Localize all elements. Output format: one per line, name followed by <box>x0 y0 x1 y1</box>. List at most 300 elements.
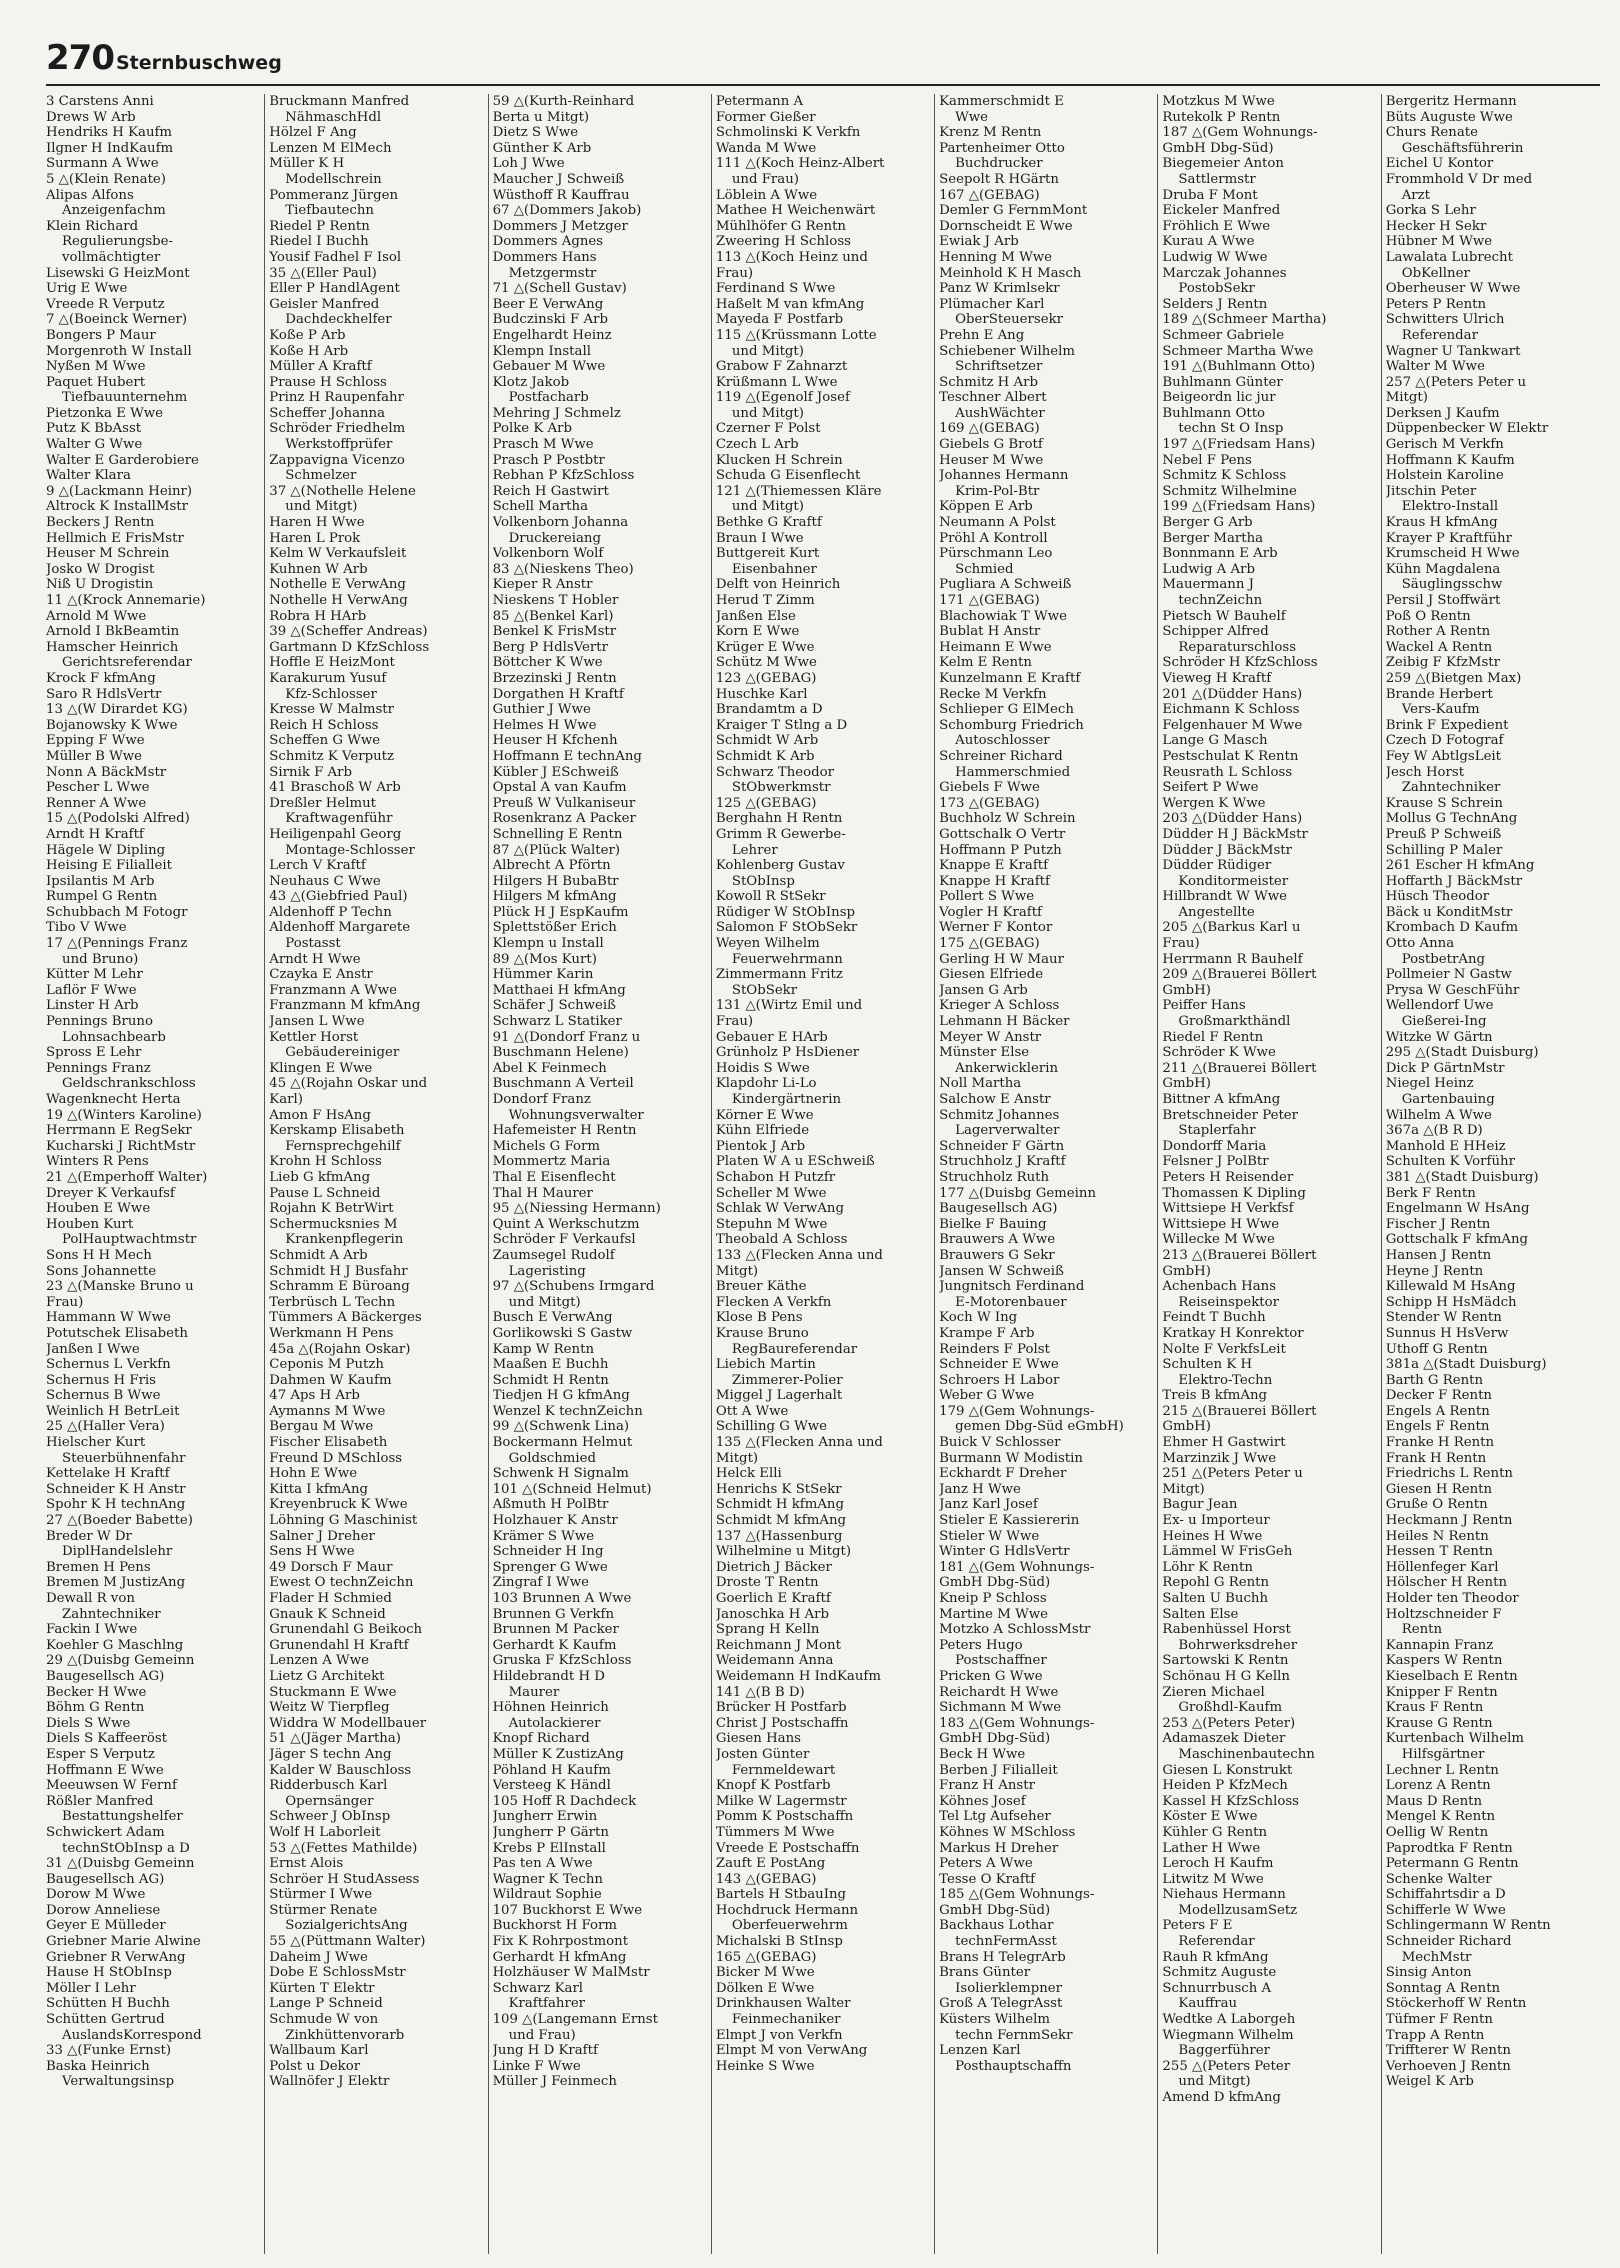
directory-entry: Klein Richard <box>46 218 139 234</box>
directory-entry: GmbH Dbg-Süd) <box>939 1575 1051 1591</box>
directory-entry: Plück H J EspKaufm <box>492 904 629 920</box>
directory-entry: Buttgereit Kurt <box>715 546 820 562</box>
directory-entry: Kalder W Bauschloss <box>269 1762 412 1778</box>
directory-entry: Kneip P Schloss <box>939 1591 1047 1606</box>
directory-entry: Maurer <box>508 1684 560 1700</box>
directory-entry: GmbH) <box>1162 982 1211 998</box>
directory-entry: Zappavigna Vicenzo <box>269 452 405 468</box>
directory-entry: Petermann G Rentn <box>1385 1856 1519 1872</box>
directory-entry: Pescher L Wwe <box>46 780 150 796</box>
directory-entry: Prysa W GeschFühr <box>1385 982 1520 998</box>
directory-entry: Tibo V Wwe <box>46 920 127 936</box>
directory-entry: Killewald M HsAng <box>1385 1279 1516 1295</box>
directory-entry: Koehler G Maschlng <box>46 1637 184 1653</box>
directory-entry: Neumann A Polst <box>939 515 1056 531</box>
directory-entry: Elmpt M von VerwAng <box>715 2043 868 2059</box>
directory-entry: 201 △(Düdder Hans) <box>1162 686 1303 702</box>
directory-entry: Hohn E Wwe <box>269 1466 358 1482</box>
directory-entry: Esper S Verputz <box>46 1746 155 1762</box>
directory-entry: Frau) <box>715 265 754 281</box>
directory-entry: Korn E Wwe <box>715 624 800 640</box>
directory-entry: Wallnöfer J Elektr <box>269 2074 390 2090</box>
directory-entry: Liebich Martin <box>715 1357 816 1373</box>
directory-entry: Böhm G Rentn <box>46 1700 145 1716</box>
directory-entry: Mitgt) <box>1385 390 1428 406</box>
directory-entry: 173 △(GEBAG) <box>939 795 1040 811</box>
directory-entry: Sirnik F Arb <box>269 764 353 780</box>
directory-entry: Krayer P Kraftführ <box>1385 530 1512 546</box>
directory-entry: Schröder K Wwe <box>1162 1045 1276 1061</box>
directory-entry: und Mitgt) <box>731 343 804 359</box>
directory-entry: Kassel H KfzSchloss <box>1162 1793 1299 1809</box>
directory-entry: Rauh R kfmAng <box>1162 1949 1269 1965</box>
directory-entry: Steuerbühnenfahr <box>62 1450 186 1466</box>
directory-entry: Jungherr P Gärtn <box>492 1824 609 1840</box>
directory-entry: Schmitz Johannes <box>939 1107 1060 1123</box>
directory-entry: Kitta I kfmAng <box>269 1481 369 1497</box>
directory-entry: Freund D MSchloss <box>269 1450 403 1466</box>
directory-entry: Sartowski K Rentn <box>1162 1653 1289 1669</box>
directory-entry: Hellmich E FrisMstr <box>46 530 184 546</box>
directory-entry: Grabow F Zahnarzt <box>715 359 848 375</box>
directory-entry: Gerhardt H kfmAng <box>492 1949 627 1965</box>
directory-entry: Josko W Drogist <box>46 561 155 577</box>
directory-entry: Hielscher Kurt <box>46 1435 146 1451</box>
directory-entry: Spohr K H technAng <box>46 1497 186 1513</box>
directory-entry: Vreede E Postschaffn <box>715 1840 860 1856</box>
directory-entry: Heyne J Rentn <box>1385 1263 1484 1279</box>
directory-entry: 209 △(Brauerei Böllert <box>1162 967 1317 983</box>
directory-entry: Bergeritz Hermann <box>1385 94 1517 109</box>
directory-entry: Dölken E Wwe <box>715 1980 815 1996</box>
directory-entry: Surmann A Wwe <box>46 156 159 172</box>
directory-entry: Vieweg H Kraftf <box>1162 670 1272 686</box>
directory-entry: Michalski B StInsp <box>715 1934 843 1950</box>
directory-entry: Grunendahl H Kraftf <box>269 1637 409 1653</box>
directory-entry: Franzmann A Wwe <box>269 982 397 998</box>
directory-entry: Mitgt) <box>715 1450 759 1466</box>
directory-entry: Herud T Zimm <box>715 593 815 608</box>
directory-entry: Mollus G TechnAng <box>1385 811 1518 827</box>
directory-entry: Trapp A Rentn <box>1385 2027 1485 2043</box>
directory-entry: Dondorff Maria <box>1162 1138 1267 1154</box>
directory-entry: Karl) <box>269 1092 303 1107</box>
directory-entry: Geldschrankschloss <box>62 1076 196 1092</box>
directory-entry: Köppen E Arb <box>939 499 1033 515</box>
directory-entry: Autoschlosser <box>955 733 1050 749</box>
directory-entry: Schröer H StudAssess <box>269 1871 420 1887</box>
directory-entry: Ewiak J Arb <box>939 234 1019 250</box>
directory-entry: Brink F Expedient <box>1385 717 1509 733</box>
directory-entry: Großhdl-Kaufm <box>1178 1700 1283 1716</box>
directory-entry: Bonnmann E Arb <box>1162 546 1278 562</box>
directory-entry: Wittsiepe H Wwe <box>1162 1216 1280 1232</box>
directory-entry: Schwenk H Signalm <box>492 1466 629 1482</box>
directory-entry: Pause L Schneid <box>269 1185 381 1201</box>
directory-entry: Lagerverwalter <box>955 1123 1060 1139</box>
directory-entry: 133 △(Flecken Anna und <box>715 1247 883 1263</box>
directory-entry: Müller K ZustizAng <box>492 1746 624 1762</box>
directory-entry: Hecker H Sekr <box>1385 218 1487 234</box>
directory-entry: Preuß P Schweiß <box>1385 826 1502 842</box>
directory-entry: Tümmers A Bäckerges <box>269 1310 422 1326</box>
directory-entry: Kamp W Rentn <box>492 1341 595 1357</box>
directory-entry: Dornscheidt E Wwe <box>939 218 1073 234</box>
directory-entry: 205 △(Barkus Karl u <box>1162 920 1301 936</box>
directory-entry: Vogler H Kraftf <box>939 904 1042 920</box>
directory-entry: Frau) <box>46 1294 84 1310</box>
directory-entry: Hoidis S Wwe <box>715 1060 810 1076</box>
directory-entry: Dorgathen H Kraftf <box>492 686 624 702</box>
directory-entry: Meyer W Anstr <box>939 1029 1042 1045</box>
directory-entry: Heckmann J Rentn <box>1385 1513 1513 1529</box>
directory-entry: Holtzschneider F <box>1385 1606 1502 1622</box>
directory-entry: PostbetrAng <box>1401 951 1486 967</box>
directory-entry: Oellig W Rentn <box>1385 1824 1489 1840</box>
directory-entry: Hammann W Wwe <box>46 1310 171 1326</box>
directory-entry: Giesen Hans <box>715 1731 801 1747</box>
directory-entry: 131 △(Wirtz Emil und <box>715 998 863 1014</box>
directory-entry: 253 △(Peters Peter) <box>1162 1715 1296 1731</box>
directory-entry: Buick V Schlosser <box>939 1435 1061 1451</box>
directory-entry: Kraftfahrer <box>508 1996 586 2012</box>
directory-entry: Postfacharb <box>508 390 589 406</box>
directory-entry: Morgenroth W Install <box>46 343 192 359</box>
directory-entry: Hoffmann E technAng <box>492 748 642 764</box>
directory-entry: StObwerkmstr <box>731 780 831 796</box>
directory-entry: 199 △(Friedsam Hans) <box>1162 499 1316 515</box>
directory-entry: Referendar <box>1178 1934 1255 1950</box>
directory-entry: Schlak W VerwAng <box>715 1201 844 1217</box>
directory-entry: Blachowiak T Wwe <box>939 608 1067 624</box>
directory-entry: Sichmann M Wwe <box>939 1700 1062 1716</box>
directory-entry: Kühn Magdalena <box>1385 561 1501 577</box>
directory-entry: Goerlich E Kraftf <box>715 1591 831 1606</box>
directory-entry: Hüsch Theodor <box>1385 889 1490 905</box>
directory-entry: Lange P Schneid <box>269 1996 383 2012</box>
directory-entry: Düdder Rüdiger <box>1162 858 1272 874</box>
directory-entry: Kowoll R StSekr <box>715 889 826 905</box>
directory-entry: Elektro-Install <box>1401 499 1499 515</box>
directory-entry: Kauffrau <box>1178 1996 1238 2012</box>
directory-entry: Fey W AbtlgsLeit <box>1385 748 1502 764</box>
directory-entry: Prehn E Ang <box>939 327 1025 343</box>
directory-entry: Maschinenbautechn <box>1178 1746 1315 1762</box>
directory-entry: Giebels G Brotf <box>939 437 1043 453</box>
directory-entry: Schmitz K Verputz <box>269 748 395 764</box>
directory-entry: Schmitz K Schloss <box>1162 468 1287 484</box>
directory-entry: Derksen J Kaufm <box>1385 405 1500 421</box>
directory-entry: Kelm E Rentn <box>939 655 1032 671</box>
directory-entry: technStObInsp a D <box>62 1840 190 1856</box>
directory-entry: Henrichs K StSekr <box>715 1481 842 1497</box>
directory-entry: 179 △(Gem Wohnungs- <box>939 1403 1095 1419</box>
directory-entry: Niehaus Hermann <box>1162 1887 1286 1903</box>
directory-entry: Pollmeier N Gastw <box>1385 967 1512 983</box>
directory-entry: Haßelt M van kfmAng <box>715 296 865 312</box>
directory-entry: Dahmen W Kaufm <box>269 1372 392 1388</box>
directory-entry: 203 △(Düdder Hans) <box>1162 811 1303 827</box>
directory-entry: Schulten K H <box>1162 1357 1253 1373</box>
directory-entry: Jansen L Wwe <box>269 1014 365 1030</box>
directory-entry: Abel K Feinmech <box>492 1060 607 1076</box>
directory-entry: Tesse O Kraftf <box>939 1871 1036 1887</box>
directory-entry: Weidemann Anna <box>715 1653 834 1669</box>
directory-entry: Houben E Wwe <box>46 1201 151 1217</box>
directory-entry: Dobe E SchlossMstr <box>269 1965 406 1981</box>
directory-entry: Baugesellsch AG) <box>939 1201 1058 1217</box>
directory-entry: Gerhardt K Kaufm <box>492 1637 617 1653</box>
directory-entry: 381a △(Stadt Duisburg) <box>1385 1357 1547 1373</box>
directory-entry: Schwarz Karl <box>492 1980 584 1996</box>
directory-entry: Knopf K Postfarb <box>715 1778 831 1794</box>
directory-entry: Körner E Wwe <box>715 1107 814 1123</box>
directory-entry: Altrock K InstallMstr <box>46 499 189 515</box>
directory-entry: Lämmel W FrisGeh <box>1162 1544 1293 1560</box>
directory-entry: Rabenhüssel Horst <box>1162 1622 1291 1638</box>
directory-entry: Heiligenpahl Georg <box>269 826 402 842</box>
directory-entry: Pomm K Postschaffn <box>715 1809 854 1825</box>
directory-entry: Vers-Kaufm <box>1401 702 1480 718</box>
directory-entry: Kühn Elfriede <box>715 1123 810 1139</box>
directory-entry: Schipp H HsMädch <box>1385 1294 1517 1310</box>
directory-entry: Rojahn K BetrWirt <box>269 1201 394 1217</box>
directory-entry: 169 △(GEBAG) <box>939 421 1040 437</box>
directory-entry: Krombach D Kaufm <box>1385 920 1519 936</box>
directory-entry: Nothelle H VerwAng <box>269 593 408 608</box>
directory-entry: Schipper Alfred <box>1162 624 1269 640</box>
directory-entry: Jansen G Arb <box>939 982 1028 998</box>
directory-entry: Hoffmann K Kaufm <box>1385 452 1515 468</box>
directory-entry: 167 △(GEBAG) <box>939 187 1040 203</box>
directory-entry: 215 △(Brauerei Böllert <box>1162 1403 1317 1419</box>
directory-entry: 103 Brunnen A Wwe <box>492 1591 632 1606</box>
directory-entry: Arzt <box>1401 187 1430 203</box>
directory-entry: Schmidt W Arb <box>715 733 819 749</box>
directory-entry: Rosenkranz A Packer <box>492 811 636 827</box>
directory-entry: Quint A Werkschutzm <box>492 1216 640 1232</box>
directory-entry: Goldschmied <box>508 1450 597 1466</box>
directory-entry: Gerichtsreferendar <box>62 655 192 671</box>
directory-entry: 189 △(Schmeer Martha) <box>1162 312 1327 328</box>
directory-entry: Schütten H Buchh <box>46 1996 170 2012</box>
directory-entry: Schmude W von <box>269 2012 379 2028</box>
directory-entry: Otto Anna <box>1385 936 1455 952</box>
directory-entry: Gruska F KfzSchloss <box>492 1653 632 1669</box>
directory-entry: Berk F Rentn <box>1385 1185 1476 1201</box>
directory-entry: Backhaus Lothar <box>939 1918 1054 1934</box>
directory-entry: Prause H Schloss <box>269 374 387 390</box>
directory-entry: Salner J Dreher <box>269 1528 375 1544</box>
directory-entry: Pientok J Arb <box>715 1138 806 1154</box>
directory-entry: 99 △(Schwenk Lina) <box>492 1419 630 1435</box>
street-title: Sternbuschweg <box>115 52 282 74</box>
directory-entry: Robra H HArb <box>269 608 367 624</box>
directory-entry: Wagner U Tankwart <box>1385 343 1521 359</box>
directory-entry: Schneider K H Anstr <box>46 1481 186 1497</box>
directory-entry: Schütz M Wwe <box>715 655 817 671</box>
directory-entry: Rutekolk P Rentn <box>1162 109 1281 125</box>
directory-entry: Kuhnen W Arb <box>269 561 368 577</box>
directory-entry: Aymanns M Wwe <box>269 1403 386 1419</box>
directory-entry: Griebner R VerwAng <box>46 1949 186 1965</box>
directory-entry: 13 △(W Dirardet KG) <box>46 702 188 718</box>
directory-entry: Dorow M Wwe <box>46 1887 146 1903</box>
directory-entry: Koße H Arb <box>269 343 349 359</box>
directory-entry: Zeibig F KfzMstr <box>1385 655 1501 671</box>
directory-entry: Schnurrbusch A <box>1162 1980 1272 1996</box>
directory-entry: Nebel F Pens <box>1162 452 1252 468</box>
directory-entry: Stürmer Renate <box>269 1902 378 1918</box>
directory-entry: Eichel U Kontor <box>1385 156 1494 172</box>
directory-entry: Zimmerer-Polier <box>731 1372 843 1388</box>
directory-entry: Heiles N Rentn <box>1385 1528 1489 1544</box>
directory-entry: Sens H Wwe <box>269 1544 355 1560</box>
directory-entry: Schwarz Theodor <box>715 764 835 780</box>
directory-entry: Jansen W Schweiß <box>939 1263 1064 1279</box>
directory-entry: Henning M Wwe <box>939 249 1053 265</box>
directory-entry: Motzko A SchlossMstr <box>939 1622 1091 1638</box>
directory-entry: 111 △(Koch Heinz-Albert <box>715 156 885 172</box>
directory-entry: Löhr K Rentn <box>1162 1559 1253 1575</box>
directory-entry: Herrmann E RegSekr <box>46 1123 192 1139</box>
directory-entry: Kratkay H Konrektor <box>1162 1325 1304 1341</box>
directory-entry: Salten U Buchh <box>1162 1591 1269 1606</box>
header-rule <box>46 84 1600 86</box>
directory-entry: Christ J Postschaffn <box>715 1715 849 1731</box>
directory-entry: 19 △(Winters Karoline) <box>46 1107 202 1123</box>
directory-entry: Janoschka H Arb <box>715 1606 830 1622</box>
directory-entry: 251 △(Peters Peter u <box>1162 1466 1303 1482</box>
directory-entry: Kurau A Wwe <box>1162 234 1255 250</box>
directory-entry: Holstein Karoline <box>1385 468 1504 484</box>
directory-entry: Opernsänger <box>285 1793 374 1809</box>
directory-entry: Weinlich H BetrLeit <box>46 1403 180 1419</box>
directory-entry: Frau) <box>715 1014 754 1030</box>
directory-entry: Jung H D Kraftf <box>492 2043 598 2059</box>
directory-entry: Wallbaum Karl <box>269 2043 369 2059</box>
directory-entry: 9 △(Lackmann Heinr) <box>46 483 193 499</box>
directory-entry: Dick P GärtnMstr <box>1385 1060 1505 1076</box>
directory-entry: Schubbach M Fotogr <box>46 904 188 920</box>
directory-entry: GmbH Dbg-Süd) <box>939 1731 1051 1747</box>
directory-entry: Huschke Karl <box>715 686 808 702</box>
directory-entry: Churs Renate <box>1385 125 1478 141</box>
directory-entry: Winter G HdlsVertr <box>939 1544 1070 1560</box>
directory-entry: Zahntechniker <box>62 1606 161 1622</box>
directory-entry: Lenzen M ElMech <box>269 140 392 156</box>
directory-entry: 197 △(Friedsam Hans) <box>1162 437 1316 453</box>
directory-entry: Salchow E Anstr <box>939 1092 1051 1107</box>
directory-entry: StObSekr <box>731 982 798 998</box>
directory-entry: Zahntechniker <box>1401 780 1501 796</box>
directory-entry: 47 Aps H Arb <box>269 1388 360 1404</box>
directory-entry: 71 △(Schell Gustav) <box>492 281 627 297</box>
directory-entry: Salten Else <box>1162 1606 1239 1622</box>
directory-entry: Bäck u KonditMstr <box>1385 904 1513 920</box>
directory-entry: Drews W Arb <box>46 109 136 125</box>
directory-entry: vollmächtigter <box>62 249 161 265</box>
directory-entry: Münster Else <box>939 1045 1030 1061</box>
directory-entry: Paquet Hubert <box>46 374 146 390</box>
directory-entry: Schneider Richard <box>1385 1934 1512 1950</box>
directory-entry: Spross E Lehr <box>46 1045 142 1061</box>
directory-entry: Schreiner Richard <box>939 748 1063 764</box>
directory-entry: Höllenfeger Karl <box>1385 1559 1499 1575</box>
directory-entry: 181 △(Gem Wohnungs- <box>939 1559 1095 1575</box>
directory-entry: Terbrüsch L Techn <box>269 1294 396 1310</box>
directory-entry: Knappe E Kraftf <box>939 858 1049 874</box>
directory-entry: Schramm E Büroang <box>269 1279 410 1295</box>
directory-entry: Pietsch W Bauhelf <box>1162 608 1286 624</box>
directory-entry: Hamscher Heinrich <box>46 639 179 655</box>
directory-entry: Pennings Franz <box>46 1060 151 1076</box>
directory-entry: Autolackierer <box>508 1715 601 1731</box>
directory-entry: Budczinski F Arb <box>492 312 608 328</box>
directory-entry: Stepuhn M Wwe <box>715 1216 828 1232</box>
directory-entry: Janz Karl Josef <box>939 1497 1038 1513</box>
directory-entry: Küsters Wilhelm <box>939 2012 1051 2028</box>
directory-entry: technFermAsst <box>955 1934 1057 1950</box>
directory-entry: und Mitgt) <box>731 405 804 421</box>
directory-entry: Lietz G Architekt <box>269 1668 385 1684</box>
directory-entry: Potutschek Elisabeth <box>46 1325 188 1341</box>
directory-entry: Krüßmann L Wwe <box>715 374 838 390</box>
directory-entry: Gebäudereiniger <box>285 1045 400 1061</box>
directory-entry: Bockermann Helmut <box>492 1435 633 1451</box>
directory-entry: Kaspers W Rentn <box>1385 1653 1503 1669</box>
directory-entry: Baggerführer <box>1178 2043 1270 2059</box>
directory-entry: Persil J Stoffwärt <box>1385 593 1501 608</box>
directory-entry: Fackin I Wwe <box>46 1622 138 1638</box>
directory-entry: 211 △(Brauerei Böllert <box>1162 1060 1317 1076</box>
directory-entry: Berta u Mitgt) <box>492 109 590 125</box>
directory-entry: Heuser M Schrein <box>46 546 170 562</box>
directory-entry: Theobald A Schloss <box>715 1232 848 1248</box>
directory-entry: Krumscheid H Wwe <box>1385 546 1520 562</box>
directory-entry: Frommhold V Dr med <box>1385 171 1533 187</box>
directory-entry: 91 △(Dondorf Franz u <box>492 1029 641 1045</box>
directory-entry: Klose B Pens <box>715 1310 803 1326</box>
directory-entry: Oberheuser W Wwe <box>1385 281 1521 297</box>
directory-entry: Brande Herbert <box>1385 686 1493 702</box>
directory-entry: 21 △(Emperhoff Walter) <box>46 1169 208 1185</box>
directory-entry: Lange G Masch <box>1162 733 1268 749</box>
directory-entry: 257 △(Peters Peter u <box>1385 374 1527 390</box>
directory-entry: Sattlermstr <box>1178 171 1256 187</box>
directory-entry: Kettler Horst <box>269 1029 359 1045</box>
directory-entry: Czerner F Polst <box>715 421 821 437</box>
directory-entry: Lechner L Rentn <box>1385 1762 1499 1778</box>
directory-entry: Schneider H Ing <box>492 1544 604 1560</box>
directory-entry: Nothelle E VerwAng <box>269 577 406 593</box>
directory-entry: Fix K Rohrpostmont <box>492 1934 629 1950</box>
directory-entry: Amon F HsAng <box>269 1107 371 1123</box>
directory-entry: Klingen E Wwe <box>269 1060 373 1076</box>
directory-entry: 51 △(Jäger Martha) <box>269 1731 401 1747</box>
directory-entry: Schmidt K Arb <box>715 748 815 764</box>
directory-entry: Ceponis M Putzh <box>269 1357 384 1373</box>
directory-entry: Urig E Wwe <box>46 281 128 297</box>
directory-entry: Markus H Dreher <box>939 1840 1059 1856</box>
directory-entry: 213 △(Brauerei Böllert <box>1162 1247 1317 1263</box>
directory-entry: Düdder J BäckMstr <box>1162 842 1293 858</box>
directory-entry: Ehmer H Gastwirt <box>1162 1435 1286 1451</box>
directory-entry: Sprang H Kelln <box>715 1622 820 1638</box>
directory-entry: Decker F Rentn <box>1385 1388 1492 1404</box>
directory-entry: Angestellte <box>1178 904 1255 920</box>
directory-entry: Versteeg K Händl <box>492 1778 611 1794</box>
